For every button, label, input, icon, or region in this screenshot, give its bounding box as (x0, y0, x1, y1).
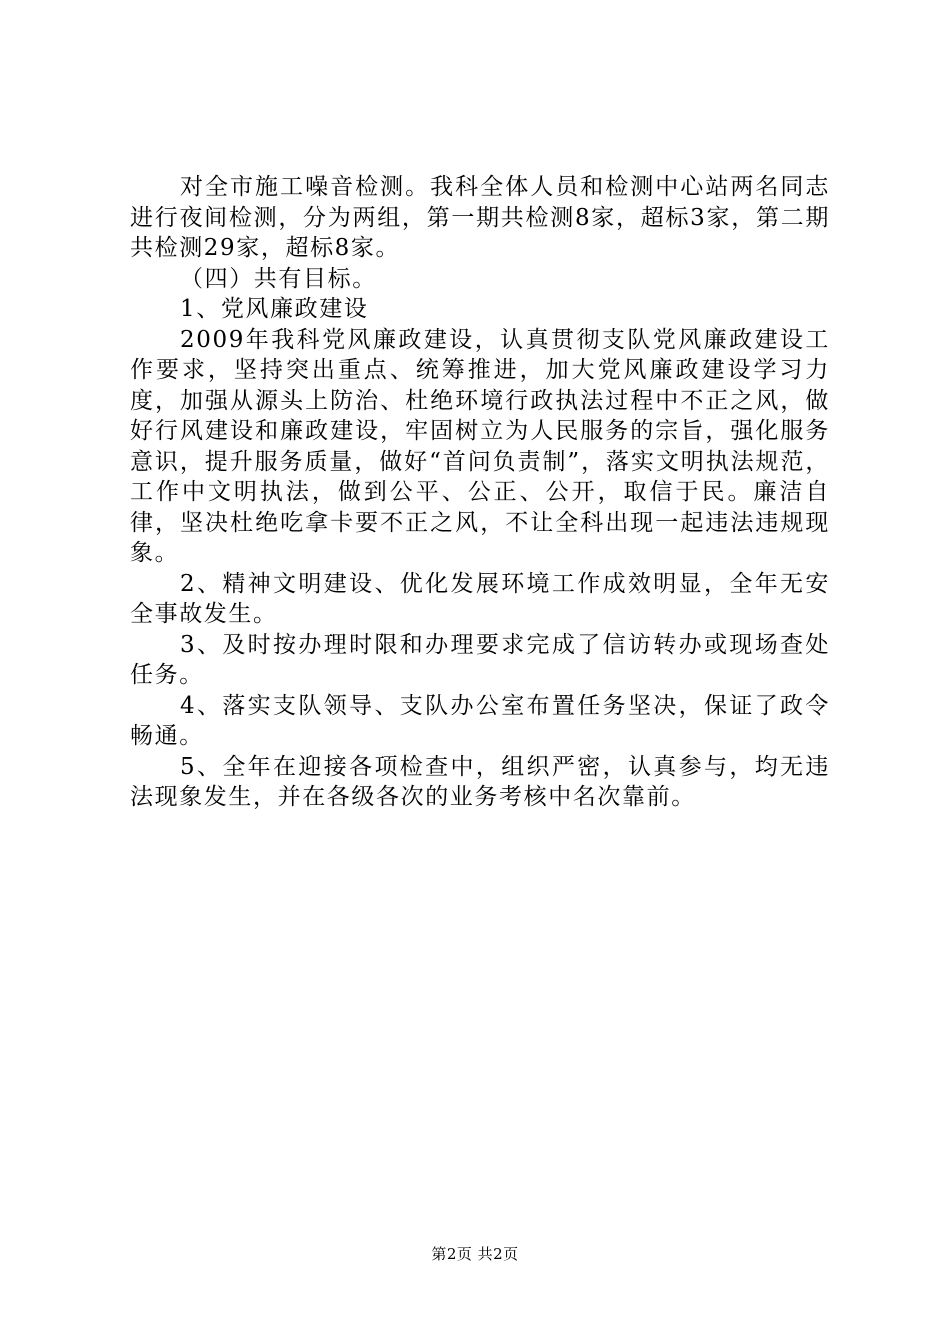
item-inspections: 5、全年在迎接各项检查中，组织严密，认真参与，均无违法现象发生，并在各级各次的业务考核中名次靠前。 (130, 753, 830, 810)
page-number-footer: 第2页 共2页 (431, 1245, 519, 1263)
item-petition-handling: 3、及时按办理时限和办理要求完成了信访转办或现场查处任务。 (130, 631, 830, 688)
paragraph-party-integrity: 2009年我科党风廉政建设，认真贯彻支队党风廉政建设工作要求，坚持突出重点、统筹推进，加大党风廉政建设学习力度，加强从源头上防治、杜绝环境行政执法过程中不正之风，做好行风建设和廉政建设，牢固树立为人民服务的宗旨，强化服务意识，提升服务质量，做好“首问负责制”，落实文明执法规范，工作中文明执法，做到公平、公正、公开，取信于民。廉洁自律，坚决杜绝吃拿卡要不正之风，不让全科出现一起违法违规现象。 (130, 326, 830, 566)
item-spiritual-civilization: 2、精神文明建设、优化发展环境工作成效明显，全年无安全事故发生。 (130, 570, 830, 627)
section-heading-shared-goals: （四）共有目标。 (180, 265, 377, 292)
paragraph-noise-testing: 对全市施工噪音检测。我科全体人员和检测中心站两名同志进行夜间检测，分为两组，第一期共检测8家，超标3家，第二期共检测29家，超标8家。 (130, 174, 830, 261)
item-task-execution: 4、落实支队领导、支队办公室布置任务坚决，保证了政令畅通。 (130, 692, 830, 749)
document-body (130, 172, 830, 813)
item-heading-party-integrity: 1、党风廉政建设 (180, 296, 369, 322)
